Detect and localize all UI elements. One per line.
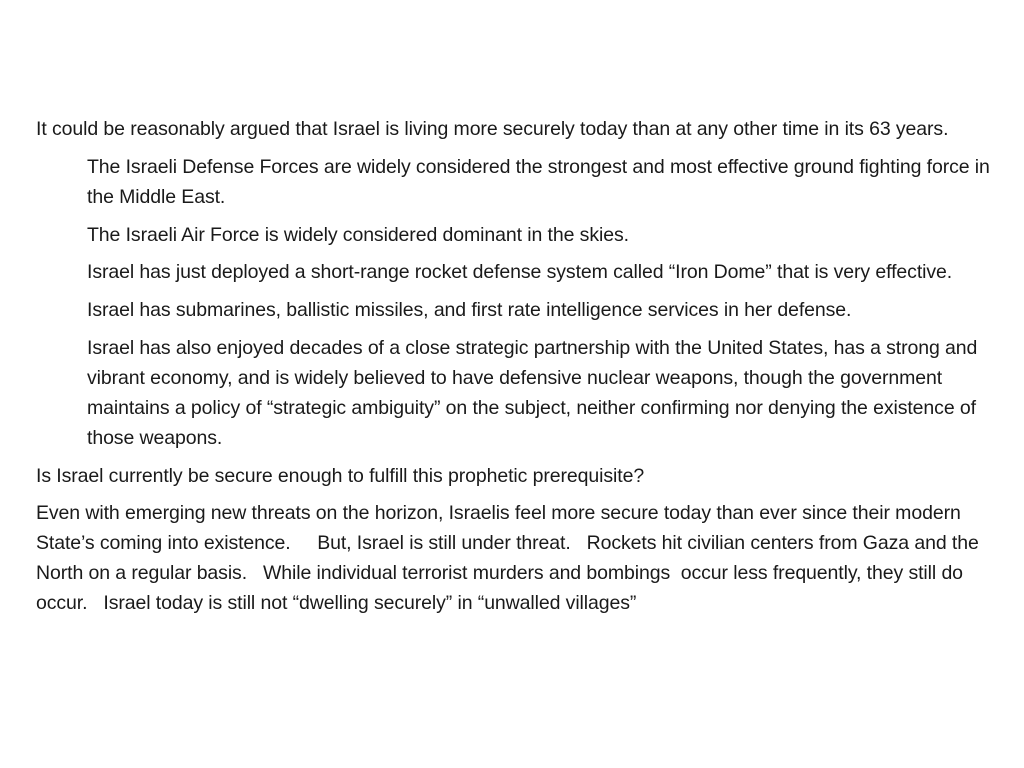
slide-body <box>36 114 996 626</box>
paragraph-israel-secure-today: It could be reasonably argued that Israel is living more securely today than at any other time in its 63 years. <box>36 118 949 140</box>
paragraph-strategic-partnership: Israel has also enjoyed decades of a close strategic partnership with the United States, has a strong and vibrant economy, and is widely believed to have defensive nuclear weapons, though the government maintains a policy of “strategic ambiguity” on the subject, neither confirming nor denying the existence of those weapons. <box>87 337 978 449</box>
paragraph-prophetic-question: Is Israel currently be secure enough to fulfill this prophetic prerequisite? <box>36 465 645 487</box>
paragraph-air-force: The Israeli Air Force is widely considered dominant in the skies. <box>87 224 629 246</box>
paragraph-submarines: Israel has submarines, ballistic missiles, and first rate intelligence services in her defense. <box>87 299 852 321</box>
paragraph-defense-forces: The Israeli Defense Forces are widely considered the strongest and most effective ground fighting force in the Middle East. <box>87 156 990 208</box>
paragraph-still-under-threat: Even with emerging new threats on the horizon, Israelis feel more secure today than ever since their modern State’s coming into existence. But, Israel is still under threat. Rockets hit civilian centers from Gaza and the North on a regular basis. While individual terrorist murders and bombings occur less frequently, they still do occur. Israel today is still not “dwelling securely” in “unwalled villages” <box>36 502 985 614</box>
paragraph-iron-dome: Israel has just deployed a short-range rocket defense system called “Iron Dome” that is very effective. <box>87 261 953 283</box>
